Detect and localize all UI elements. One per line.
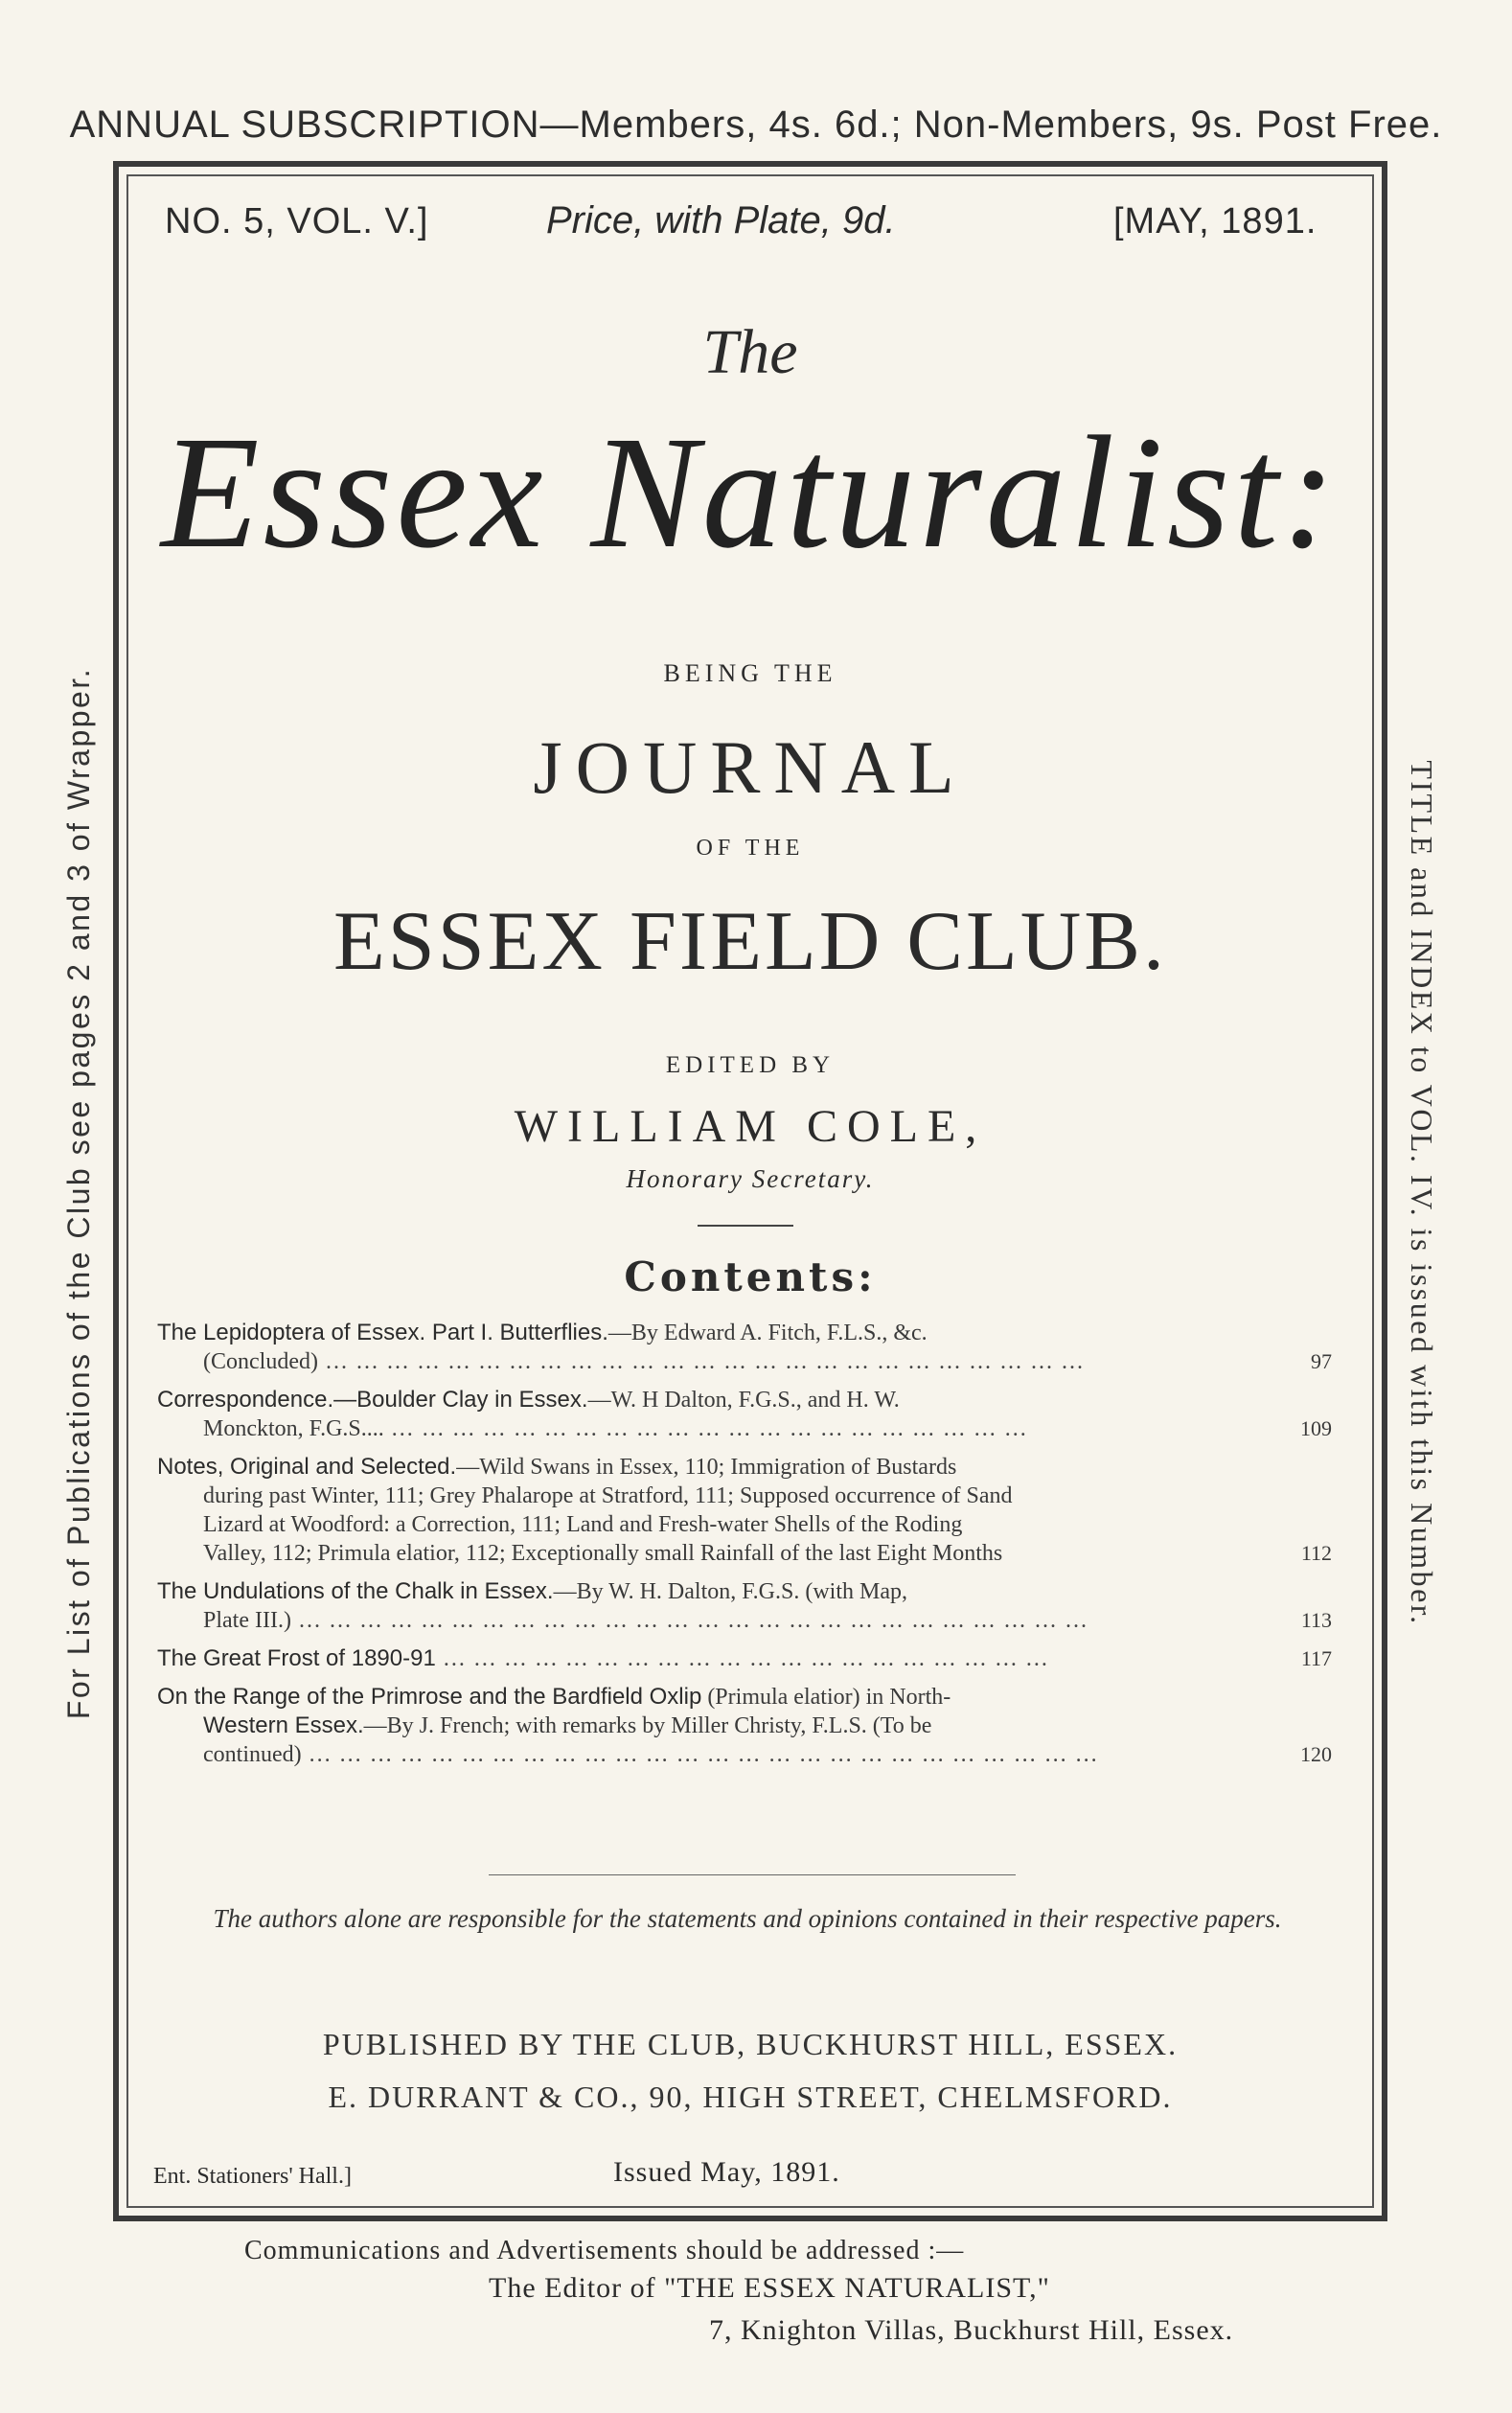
contents-rest: —By W. H. Dalton, F.G.S. (with Map, xyxy=(553,1579,907,1604)
editor-address-line: 7, Knighton Villas, Buckhurst Hill, Essex. xyxy=(709,2314,1234,2346)
disclaimer: The authors alone are responsible for the statements and opinions contained in their respective papers. xyxy=(213,1904,1282,1933)
contents-page-number: 112 xyxy=(1300,1541,1332,1565)
issue-price: Price, with Plate, 9d. xyxy=(546,199,896,241)
contents-page-number: 113 xyxy=(1300,1608,1332,1632)
contents-rest: Monckton, F.G.S.... xyxy=(203,1416,384,1441)
contents-entry-line xyxy=(157,1539,1326,1568)
stationers-hall: Ent. Stationers' Hall.] xyxy=(153,2164,352,2189)
edited-by: EDITED BY xyxy=(665,1052,836,1078)
divider-rule xyxy=(698,1225,793,1227)
communications-line: Communications and Advertisements should be addressed :— xyxy=(244,2236,965,2265)
contents-rest: Plate III.) xyxy=(203,1608,291,1633)
contents-rest: continued) xyxy=(203,1742,302,1767)
contents-rest: (Primula elatior) in North- xyxy=(701,1685,951,1710)
contents-page-number: 117 xyxy=(1300,1646,1332,1670)
contents-rest: (Concluded) xyxy=(203,1349,318,1374)
contents-entry-line xyxy=(157,1606,1326,1635)
contents-title: The Great Frost of 1890-91 xyxy=(157,1645,436,1671)
side-note-right: TITLE and INDEX to VOL. IV. is issued with this Number. xyxy=(1405,760,1439,1626)
contents-entry xyxy=(157,1577,1332,1635)
contents-rest: —W. H Dalton, F.G.S., and H. W. xyxy=(587,1388,900,1413)
contents-entry-line xyxy=(157,1347,1326,1376)
contents-page-number: 120 xyxy=(1300,1742,1332,1766)
contents-dots: ... ... ... ... ... ... ... ... ... ... ... ... ... ... ... ... ... ... ... ... ... ... ... ... ... ... xyxy=(290,1608,1088,1633)
contents-dots: ... ... ... ... ... ... ... ... ... ... ... ... ... ... ... ... ... ... ... ... xyxy=(435,1646,1049,1671)
contents-rest: —By Edward A. Fitch, F.L.S., &c. xyxy=(607,1321,928,1345)
publisher-line: PUBLISHED BY THE CLUB, BUCKHURST HILL, ESSEX. xyxy=(322,2027,1179,2061)
club-name: ESSEX FIELD CLUB. xyxy=(333,895,1167,988)
issue-number: NO. 5, VOL. V.] xyxy=(165,201,429,241)
contents-entry-line xyxy=(157,1740,1326,1769)
contents-entry xyxy=(157,1644,1332,1673)
contents-rest: —By J. French; with remarks by Miller Christy, F.L.S. (To be xyxy=(363,1713,932,1738)
contents-title: Western Essex. xyxy=(203,1712,364,1738)
editor-role: Honorary Secretary. xyxy=(626,1164,875,1193)
contents-entry-line xyxy=(157,1453,1326,1482)
contents-entry-line xyxy=(157,1644,1326,1673)
printer-line: E. DURRANT & CO., 90, HIGH STREET, CHELMSFORD. xyxy=(328,2080,1173,2114)
title-the: The xyxy=(702,317,798,387)
contents-entry-line xyxy=(157,1683,1326,1712)
contents-entry xyxy=(157,1386,1332,1443)
contents-entry xyxy=(157,1683,1332,1769)
divider-rule xyxy=(489,1874,1016,1875)
contents-page-number: 97 xyxy=(1311,1349,1332,1373)
contents-list xyxy=(157,1319,1332,1779)
contents-entry-line xyxy=(157,1414,1326,1443)
contents-rest: Lizard at Woodford: a Correction, 111; Land and Fresh-water Shells of the Roding xyxy=(203,1512,963,1537)
side-note-left: For List of Publications of the Club see pages 2 and 3 of Wrapper. xyxy=(61,666,96,1720)
contents-entry-line xyxy=(157,1319,1326,1347)
contents-page-number: 109 xyxy=(1300,1416,1332,1440)
of-the: OF THE xyxy=(696,836,805,861)
journal-title: Essex Naturalist: xyxy=(161,403,1340,582)
contents-heading: Contents: xyxy=(624,1253,877,1300)
editor-address-line: The Editor of "THE ESSEX NATURALIST," xyxy=(489,2272,1050,2304)
contents-dots: ... ... ... ... ... ... ... ... ... ... ... ... ... ... ... ... ... ... ... ... ... ... ... ... ... ... xyxy=(301,1742,1099,1767)
contents-dots: ... ... ... ... ... ... ... ... ... ... ... ... ... ... ... ... ... ... ... ... ... xyxy=(383,1416,1028,1441)
being-the: BEING THE xyxy=(663,659,837,687)
contents-rest: Valley, 112; Primula elatior, 112; Exceptionally small Rainfall of the last Eight Months xyxy=(203,1541,1003,1566)
contents-entry xyxy=(157,1319,1332,1376)
contents-entry-line xyxy=(157,1712,1326,1740)
contents-entry-line xyxy=(157,1577,1326,1606)
contents-entry-line xyxy=(157,1386,1326,1414)
journal-word: JOURNAL xyxy=(533,725,968,809)
contents-dots: ... ... ... ... ... ... ... ... ... ... ... ... ... ... ... ... ... ... ... ... ... ... ... ... ... xyxy=(317,1349,1085,1374)
contents-title: Notes, Original and Selected. xyxy=(157,1454,457,1480)
subscription-notice: ANNUAL SUBSCRIPTION—Members, 4s. 6d.; Non-Members, 9s. Post Free. xyxy=(69,103,1443,146)
contents-entry-line xyxy=(157,1482,1326,1510)
contents-entry-line xyxy=(157,1510,1326,1539)
contents-title: Correspondence.—Boulder Clay in Essex. xyxy=(157,1387,588,1413)
contents-entry xyxy=(157,1453,1332,1568)
contents-rest: during past Winter, 111; Grey Phalarope at Stratford, 111; Supposed occurrence of Sand xyxy=(203,1483,1013,1508)
issued-date: Issued May, 1891. xyxy=(613,2156,840,2188)
contents-rest: —Wild Swans in Essex, 110; Immigration of Bustards xyxy=(456,1455,957,1480)
contents-title: The Lepidoptera of Essex. Part I. Butterflies. xyxy=(157,1320,608,1345)
contents-title: The Undulations of the Chalk in Essex. xyxy=(157,1578,554,1604)
editor-name: WILLIAM COLE, xyxy=(514,1101,987,1152)
contents-title: On the Range of the Primrose and the Bardfield Oxlip xyxy=(157,1684,702,1710)
issue-date: [MAY, 1891. xyxy=(1113,201,1317,241)
